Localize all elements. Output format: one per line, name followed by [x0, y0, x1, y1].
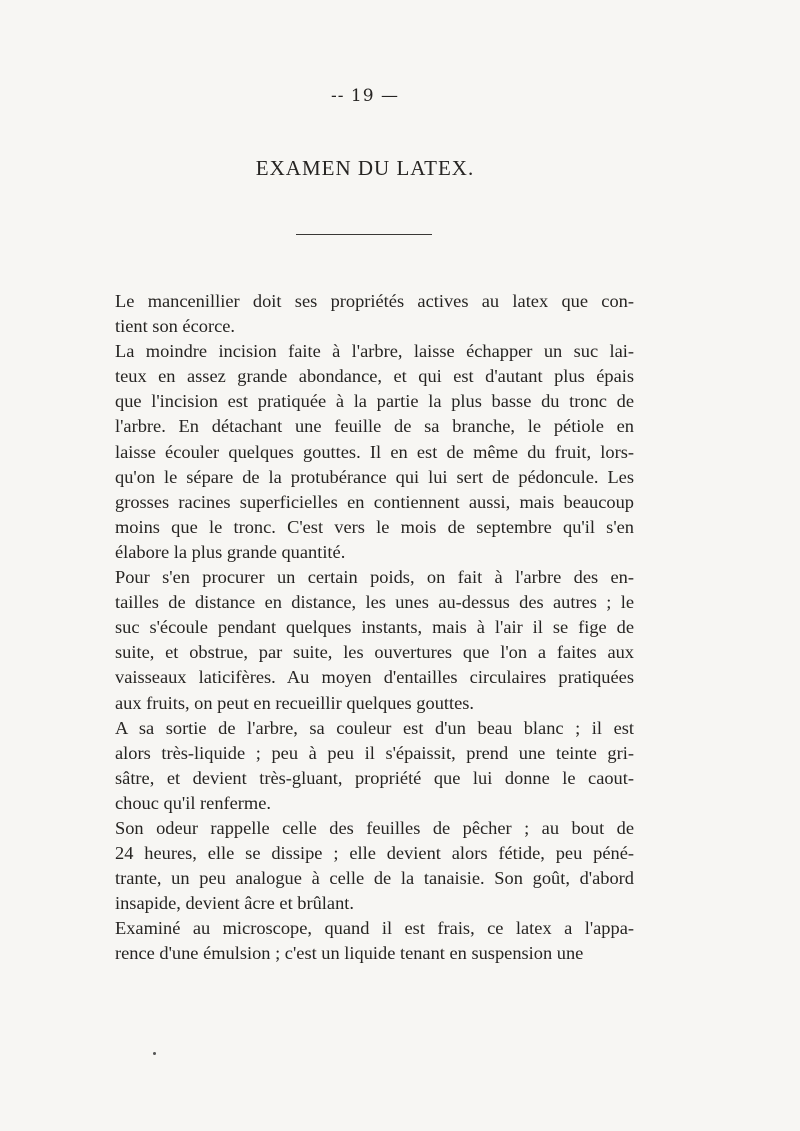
text-line: suc s'écoule pendant quelques instants, mais à l'air il se fige de — [115, 617, 634, 638]
page-number: -- 19 — — [331, 86, 399, 106]
text-line: moins que le tronc. C'est vers le mois de septembre qu'il s'en — [115, 516, 634, 537]
text-line: chouc qu'il renferme. — [115, 792, 271, 813]
paragraph — [115, 339, 634, 565]
text-line: Le mancenillier doit ses propriétés actives au latex que con- — [115, 291, 634, 311]
text-line: l'arbre. En détachant une feuille de sa branche, le pétiole en — [115, 416, 634, 437]
text-line: teux en assez grande abondance, et qui est d'autant plus épais — [115, 366, 634, 387]
text-line: alors très-liquide ; peu à peu il s'épaissit, prend une teinte gri- — [115, 742, 634, 763]
chapter-title: EXAMEN DU LATEX. — [255, 156, 475, 180]
text-line: Pour s'en procurer un certain poids, on fait à l'arbre des en- — [115, 567, 634, 588]
paragraph — [115, 916, 634, 966]
text-line: rence d'une émulsion ; c'est un liquide tenant en suspension une — [115, 943, 584, 964]
text-line: que l'incision est pratiquée à la partie la plus basse du tronc de — [115, 391, 634, 412]
text-line: sâtre, et devient très-gluant, propriété que lui donne le caout- — [115, 767, 634, 788]
text-line: trante, un peu analogue à celle de la tanaisie. Son goût, d'abord — [115, 868, 634, 889]
text-line: A sa sortie de l'arbre, sa couleur est d'un beau blanc ; il est — [115, 717, 634, 738]
text-line: Son odeur rappelle celle des feuilles de pêcher ; au bout de — [115, 817, 634, 838]
text-line: tient son écorce. — [115, 316, 235, 337]
text-line: élabore la plus grande quantité. — [115, 541, 346, 562]
text-line: La moindre incision faite à l'arbre, laisse échapper un suc lai- — [115, 341, 634, 362]
text-line: suite, et obstrue, par suite, les ouvertures que l'on a faites aux — [115, 642, 634, 663]
text-line: grosses racines superficielles en contiennent aussi, mais beaucoup — [115, 491, 634, 512]
text-line: 24 heures, elle se dissipe ; elle devient alors fétide, peu péné- — [115, 843, 634, 864]
paper-speck — [153, 1052, 156, 1055]
text-line: insapide, devient âcre et brûlant. — [115, 893, 354, 914]
paragraph — [115, 289, 634, 339]
text-line: qu'on le sépare de la protubérance qui lui sert de pédoncule. Les — [115, 466, 634, 487]
text-line: aux fruits, on peut en recueillir quelques gouttes. — [115, 692, 475, 713]
text-line: tailles de distance en distance, les unes au-dessus des autres ; le — [115, 592, 634, 613]
body-text — [115, 289, 634, 967]
paragraph — [115, 816, 634, 916]
text-line: vaisseaux laticifères. Au moyen d'entailles circulaires pratiquées — [115, 667, 634, 688]
text-line: Examiné au microscope, quand il est frais, ce latex a l'appa- — [115, 918, 634, 939]
paragraph — [115, 716, 634, 816]
paragraph — [115, 565, 634, 716]
text-line: laisse écouler quelques gouttes. Il en est de même du fruit, lors- — [115, 441, 634, 462]
title-rule — [296, 234, 432, 235]
